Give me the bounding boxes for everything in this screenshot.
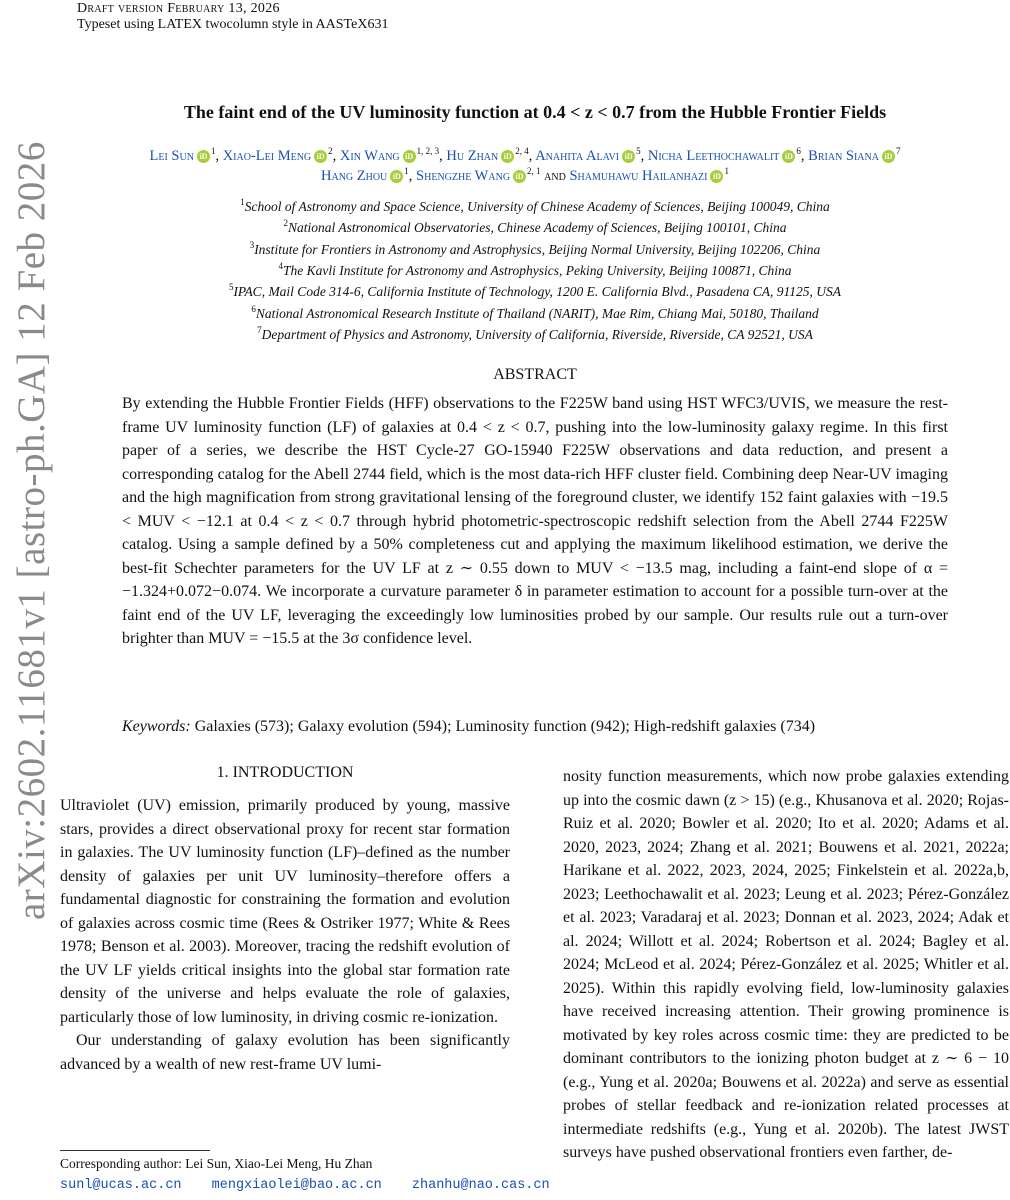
author-emails bbox=[60, 1178, 572, 1193]
typeset-line: Typeset using LATEX twocolumn style in AASTeX631 bbox=[77, 17, 389, 32]
affiliation-text: Institute for Frontiers in Astronomy and Astrophysics, Beijing Normal University, Beijing 102206, China bbox=[254, 241, 821, 257]
abstract-heading: ABSTRACT bbox=[493, 366, 577, 383]
affiliation-text: School of Astronomy and Space Science, University of Chinese Academy of Sciences, Beijing 100049, China bbox=[244, 199, 830, 214]
author-name[interactable]: Hang Zhou bbox=[321, 168, 388, 184]
orcid-icon[interactable]: iD bbox=[513, 170, 526, 183]
email-link[interactable]: mengxiaolei@bao.ac.cn bbox=[211, 1178, 382, 1193]
author-name[interactable]: Xiao-Lei Meng bbox=[222, 148, 312, 164]
affiliation-number: 2 bbox=[283, 218, 289, 229]
keywords-label: Keywords: bbox=[122, 718, 191, 735]
orcid-icon[interactable]: iD bbox=[622, 150, 635, 163]
affiliation-number: 6 bbox=[251, 303, 256, 314]
keywords-list: Galaxies (573); Galaxy evolution (594); Luminosity function (942); High-redshift galaxies (734) bbox=[194, 718, 816, 735]
affiliation-superscript: 1, 2, 3 bbox=[416, 146, 440, 156]
affiliation-superscript: 1 bbox=[724, 166, 729, 176]
author-name[interactable]: Anahita Alavi bbox=[535, 148, 620, 164]
author-name[interactable]: Brian Siana bbox=[808, 148, 879, 164]
orcid-icon[interactable]: iD bbox=[882, 150, 895, 163]
authors-line-2: Hang Zhou $iD^1$, Shengzhe Wang iD$^{2, 1}$ and Shamuhawu Hailanhazi $iD^1$ bbox=[321, 166, 729, 184]
intro-paragraph-1: Ultraviolet (UV) emission, primarily produced by young, massive stars, provides a direct observational proxy for recent star formation in galaxies. The UV luminosity function (LF)–defined as the number density of galaxies per unit UV luminosity–therefore offers a fundamental diagnostic for constraining the formation and evolution of galaxies across cosmic time (Rees & Ostriker 1977; White & Rees 1978; Benson et al. 2003). Moreover, tracing the redshift evolution of the UV LF yields critical insights into the global star formation rate density of the universe and helps evaluate the role of galaxies, particularly those of low luminosity, in driving cosmic re-ionization. bbox=[60, 797, 510, 1026]
author-name[interactable]: Nicha Leethochawalit bbox=[647, 148, 780, 164]
affiliation-text: National Astronomical Research Institute of Thailand (NARIT), Mae Rim, Chiang Mai, 50180, Thailand bbox=[255, 305, 819, 321]
author-name[interactable]: Xin Wang bbox=[339, 148, 400, 164]
draft-version-line: Draft version February 13, 2026 bbox=[77, 1, 280, 16]
footnote-rule bbox=[60, 1150, 210, 1151]
affiliation-superscript: 2, 1 bbox=[527, 166, 541, 176]
email-link[interactable]: sunl@ucas.ac.cn bbox=[60, 1178, 182, 1193]
affiliation-number: 3 bbox=[249, 239, 255, 250]
affiliation-superscript: 6 bbox=[796, 146, 801, 156]
keywords bbox=[122, 718, 948, 736]
intro-paragraph-continued: nosity function measurements, which now probe galaxies extending up into the cosmic dawn (z > 15) (e.g., Khusanova et al. 2020; Rojas-Ruiz et al. 2020; Bowler et al. 2020; Ito et al. 2020; Adams et al. 2020, 2023, 2024; Zhang et al. 2021; Bouwens et al. 2021, 2022a; Harikane et al. 2022, 2023, 2024, 2025; Finkelstein et al. 2022a,b, 2023; Leethochawalit et al. 2023; Leung et al. 2023; Pérez-González et al. 2023; Varadaraj et al. 2023; Donnan et al. 2023, 2024; Adak et al. 2024; Willott et al. 2024; Robertson et al. 2024; Bagley et al. 2024; McLeod et al. 2024; Pérez-González et al. 2025; Whitler et al. 2025). Within this rapidly evolving field, low-luminosity galaxies have received increasing attention. Their growing prominence is motivated by key roles across cosmic time: they are predicted to be dominant contributors to the ionizing photon budget at z ∼ 6 − 10 (e.g., Yung et al. 2020a; Bouwens et al. 2022a) and serve as essential probes of stellar feedback and re-ionization related processes at intermediate redshifts (e.g., Yung et al. 2020b). The latest JWST surveys have pushed observational frontiers even farther, de- bbox=[563, 768, 1009, 1161]
affiliation-superscript: 2 bbox=[328, 146, 333, 156]
affiliation-superscript: 1 bbox=[210, 146, 216, 156]
affiliation-text: The Kavli Institute for Astronomy and Astrophysics, Peking University, Beijing 100871, China bbox=[283, 262, 792, 278]
affiliation-superscript: 7 bbox=[895, 146, 901, 156]
arxiv-sidebar-stamp: arXiv:2602.11681v1 [astro-ph.GA] 12 Feb 2026 bbox=[10, 141, 53, 920]
authors-line-1: Lei Sun $iD^1$, Xiao-Lei Meng $iD^2$, Xin Wang iD$^{1, 2, 3}$, Hu Zhan iD$^{2, 4}$, Anahita Alavi $iD^5$, Nicha Leethochawalit $iD^6$, Brian Siana $iD^7$ bbox=[149, 146, 901, 164]
orcid-icon[interactable]: iD bbox=[501, 150, 514, 163]
abstract-text: By extending the Hubble Frontier Fields (HFF) observations to the F225W band using HST WFC3/UVIS, we measure the rest-frame UV luminosity function (LF) of galaxies at 0.4 < z < 0.7, pushing into the low-luminosity galaxy regime. In this first paper of a series, we describe the HST Cycle-27 GO-15940 F225W observations and data reduction, and present a corresponding catalog for the Abell 2744 field, which is the most data-rich HFF cluster field. Combining deep Near-UV imaging and the high magnification from strong gravitational lensing of the foreground cluster, we identify 152 faint galaxies with −19.5 < MUV < −12.1 at 0.4 < z < 0.7 through hybrid photometric-spectroscopic redshift selection from the Abell 2744 F225W catalog. Using a sample defined by a 50% completeness cut and applying the maximum likelihood estimation, we derive the best-fit Schechter parameters for the UV LF at z ∼ 0.55 down to MUV < −13.5 mag, including a faint-end slope of α = −1.324+0.072−0.074. We incorporate a curvature parameter δ in parameter estimation to account for a possible turn-over at the faint end of the UV LF, leveraging the exceedingly low luminosities probed by our sample. Our results rule out a turn-over brighter than MUV = −15.5 at the 3σ confidence level. bbox=[122, 395, 948, 647]
orcid-icon[interactable]: iD bbox=[403, 150, 416, 163]
column-left bbox=[60, 794, 510, 1076]
orcid-icon[interactable]: iD bbox=[314, 150, 327, 163]
email-link[interactable]: zhanhu@nao.cas.cn bbox=[411, 1178, 550, 1193]
orcid-icon[interactable]: iD bbox=[782, 150, 795, 163]
affiliation-number: 4 bbox=[278, 260, 284, 271]
author-name[interactable]: Shengzhe Wang bbox=[416, 168, 511, 184]
affiliation-text: Department of Physics and Astronomy, University of California, Riverside, Riverside, CA 92521, USA bbox=[261, 326, 813, 342]
section-heading-introduction: 1. INTRODUCTION bbox=[216, 764, 354, 781]
affiliation-superscript: 5 bbox=[636, 146, 641, 156]
author-name[interactable]: Shamuhawu Hailanhazi bbox=[569, 168, 708, 184]
paper-title: The faint end of the UV luminosity function at 0.4 < z < 0.7 from the Hubble Frontier Fields bbox=[183, 102, 887, 122]
and-word: and bbox=[540, 168, 570, 184]
affiliation-text: National Astronomical Observatories, Chinese Academy of Sciences, Beijing 100101, China bbox=[288, 220, 787, 236]
affiliation-line bbox=[120, 320, 950, 345]
affiliation-number: 7 bbox=[257, 324, 262, 335]
orcid-icon[interactable]: iD bbox=[710, 170, 723, 183]
affiliation-number: 1 bbox=[240, 197, 245, 207]
author-name[interactable]: Hu Zhan bbox=[446, 148, 499, 164]
column-right bbox=[563, 765, 1009, 1165]
author-name[interactable]: Lei Sun bbox=[149, 148, 194, 164]
affiliation-number: 5 bbox=[228, 282, 234, 293]
affiliation-superscript: 1 bbox=[404, 166, 409, 176]
orcid-icon[interactable]: iD bbox=[197, 150, 210, 163]
affiliation-text: IPAC, Mail Code 314-6, California Institute of Technology, 1200 E. California Blvd., Pasadena CA, 91125, USA bbox=[233, 284, 842, 300]
corresponding-author: Corresponding author: Lei Sun, Xiao-Lei Meng, Hu Zhan bbox=[60, 1156, 373, 1171]
orcid-icon[interactable]: iD bbox=[390, 170, 403, 183]
affiliation-superscript: 2, 4 bbox=[515, 146, 529, 156]
intro-paragraph-2: Our understanding of galaxy evolution has been significantly advanced by a wealth of new rest-frame UV lumi- bbox=[60, 1032, 510, 1073]
